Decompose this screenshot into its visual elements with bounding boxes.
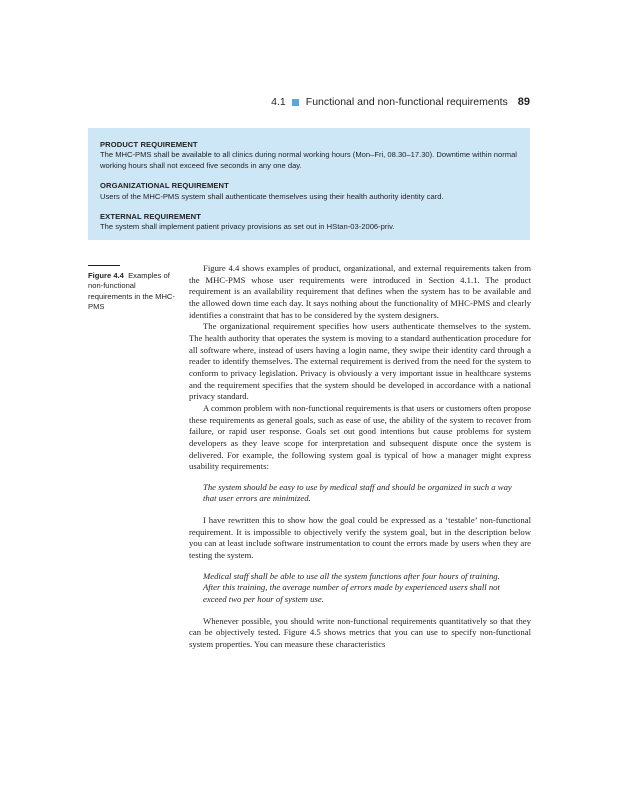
running-header xyxy=(271,96,530,108)
paragraph: A common problem with non-functional requirements is that users or customers often propose these requirements as general goals, such as ease of use, the ability of the system to recover from failure, or rapid user response. Goals set out good intentions but cause problems for system developers as they leave scope for interpretation and subsequent dispute once the system is delivered. For example, the following system goal is typical of how a manager might express usability requirements: xyxy=(189,402,531,472)
square-bullet-icon xyxy=(292,99,299,106)
section-title: Functional and non-functional requirements xyxy=(305,96,508,108)
requirement-title: PRODUCT REQUIREMENT xyxy=(100,140,198,149)
requirement-text: The MHC-PMS shall be available to all clinics during normal working hours (Mon–Fri, 08.30–17.30). Downtime within normal working hours shall not exceed five seconds in any one day. xyxy=(100,150,517,170)
section-number: 4.1 xyxy=(271,96,286,108)
caption-rule xyxy=(88,265,120,266)
paragraph: Whenever possible, you should write non-functional requirements quantitatively so that they can be objectively tested. Figure 4.5 shows metrics that you can use to specify non-functional system properties. You can measure these characteristics xyxy=(189,615,531,650)
paragraph: The organizational requirement specifies how users authenticate themselves to the system. The health authority that operates the system is moving to a standard authentication procedure for all software where, instead of users having a login name, they swipe their identity card through a reader to identify themselves. The external requirement is derived from the need for the system to conform to privacy legislation. Privacy is obviously a very important issue in healthcare systems and the requirement specifies that the system should be developed in accordance with a national privacy standard. xyxy=(189,321,531,402)
figure-caption xyxy=(88,271,180,312)
requirement-text: Users of the MHC-PMS system shall authenticate themselves using their health authority identity card. xyxy=(100,191,444,201)
requirement-external xyxy=(100,212,518,233)
caption-text: Examples of non-functional requirements in the MHC-PMS xyxy=(88,271,175,311)
block-quote: Medical staff shall be able to use all the system functions after four hours of training. After this training, the average number of errors made by experienced users shall not exceed two per hour of system use. xyxy=(203,570,500,605)
requirement-text: The system shall implement patient privacy provisions as set out in HStan-03-2006-priv. xyxy=(100,222,395,232)
requirement-title: EXTERNAL REQUIREMENT xyxy=(100,212,202,222)
requirement-organizational xyxy=(100,181,518,202)
block-quote: The system should be easy to use by medical staff and should be organized in such a way that user errors are minimized. xyxy=(203,481,512,504)
requirement-product xyxy=(100,140,518,171)
caption-label: Figure 4.4 xyxy=(88,271,124,280)
requirement-title: ORGANIZATIONAL REQUIREMENT xyxy=(100,181,229,191)
body-text xyxy=(189,263,531,651)
page-number: 89 xyxy=(517,96,530,108)
paragraph: I have rewritten this to show how the goal could be expressed as a ‘testable’ non-functional requirement. It is impossible to objectively verify the system goal, but in the description below you can at least include software instrumentation to count the errors made by users when they are testing the system. xyxy=(189,515,531,561)
figure-4-4-box xyxy=(88,128,530,240)
paragraph: Figure 4.4 shows examples of product, organizational, and external requirements taken from the MHC-PMS whose user requirements were introduced in Section 4.1.1. The product requirement is an availability requirement that defines when the system has to be available and the allowed down time each day. It says nothing about the functionality of MHC-PMS and clearly identifies a constraint that has to be considered by the system designers. xyxy=(189,263,531,320)
